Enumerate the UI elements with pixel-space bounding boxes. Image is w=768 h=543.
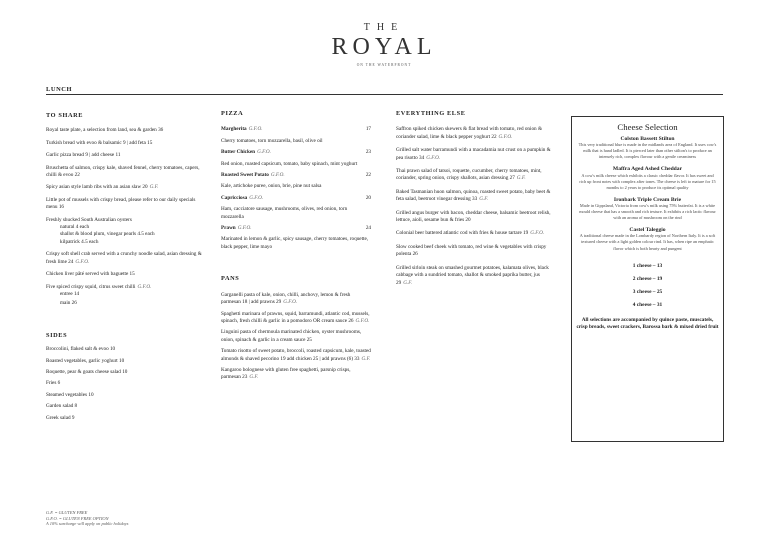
- everything-else-heading: EVERYTHING ELSE: [396, 110, 466, 117]
- cheese-desc: This very traditional blue is made in the midlands area of England. It uses cow's milk that is hand ladled. It is pierced later than other stilton's to produce an intensely rich, complex flavour with a gentle creaminess: [578, 142, 717, 160]
- list-item: Thai prawn salad of tatsoi, roquette, cucumber, cherry tomatoes, mint, coriander, spring onion, crispy shallots, asian dressing 27 G.F.: [396, 168, 542, 182]
- list-item: Freshly shucked South Australian oysters: [46, 216, 132, 223]
- pizza-desc: Kale, artichoke puree, onion, brie, pine nut salsa: [221, 183, 322, 190]
- list-item: Grilled salt water barramundi with a macadamia nut crust on a pumpkin & pea risotto 34 G.F.O.: [396, 147, 551, 161]
- list-item: Turkish bread with evoo & balsamic 9 | add feta 15: [46, 139, 153, 146]
- list-item: Saffron spiked chicken skewers & flat bread with tomato, red onion & coriander salad, lime & black pepper yoghurt 22 G.F.O.: [396, 126, 542, 140]
- pizza-item: Butter Chicken G.F.O. 23: [221, 149, 371, 156]
- cheese-name: Castel Taleggio: [629, 227, 666, 234]
- pans-heading: PANS: [221, 275, 240, 283]
- cheese-price: 4 cheese – 31: [632, 301, 663, 308]
- list-item: Grilled sirloin steak on smashed gourmet potatoes, kalamata olives, black cabbage with a sundried tomato, shallot & smoked paprika butter, jus 29 G.F.: [396, 264, 549, 286]
- everything-else-column: [396, 110, 554, 287]
- pizza-column: [221, 110, 371, 382]
- list-item: Colonial beer battered atlantic cod with fries & house tartare 19 G.F.O.: [396, 230, 545, 237]
- cheese-name: Ironbark Triple Cream Brie: [613, 196, 682, 203]
- cheese-name: Maffra Aged Ashed Cheddar: [612, 166, 683, 173]
- list-item: Royal taste plate, a selection from land, sea & garden 36: [46, 127, 164, 134]
- pizza-item: Prawn G.F.O. 24: [221, 225, 371, 232]
- list-item: Spaghetti marinara of prawns, squid, barramundi, atlantic cod, mussels, spinach, fresh chilli & garlic in a pomodoro OR cream sauce 26 G.F.O.: [221, 310, 370, 324]
- list-item: Steamed vegetables 10: [46, 391, 94, 398]
- list-item: Kangaroo bolognese with gluten free spaghetti, parsnip crisps, parmesan 23 G.F.: [221, 366, 351, 381]
- oyster-option: natural 4 each: [60, 224, 90, 231]
- gf-tag: G.F.O.: [137, 283, 152, 290]
- cheese-price: 2 cheese – 19: [632, 275, 663, 282]
- gf-tag: G.F.: [149, 184, 159, 191]
- list-item: Little pot of mussels with crispy bread, please refer to our daily specials menu 16: [46, 196, 196, 211]
- cheese-desc: Made in Gippsland, Victoria from cow's milk using 75% butterfat. It is a white mould cheese that has a smooth and rich texture. It exhibits a rich lactic flavour with an aroma of mushroom on the rind: [579, 202, 716, 221]
- list-item: Garlic pizza bread 9 | add cheese 11: [46, 152, 121, 159]
- list-item: Chicken liver pâté served with baguette 15: [46, 271, 135, 278]
- pizza-desc: Cherry tomatoes, torn mozzarella, basil, olive oil: [221, 137, 323, 144]
- oyster-option: shallot & blood plum, vinegar pearls 4.5 each: [60, 231, 155, 238]
- list-item: Roquette, pear & goats cheese salad 10: [46, 368, 128, 375]
- list-item: Tomato risotto of sweet potato, broccoli, roasted capsicum, kale, toasted almonds & shaved pecorino 19 add chicken 25 | add prawns (6) 33 G.F.: [221, 348, 371, 362]
- pizza-price: 17: [365, 126, 371, 133]
- pizza-item: Capricciosa G.F.O. 20: [221, 194, 371, 201]
- to-share-column: [46, 112, 206, 422]
- cheese-selection-box: [571, 116, 724, 442]
- footer-line: A 10% surcharge will apply on public holidays: [46, 521, 129, 527]
- list-item: Five spiced crispy squid, citrus sweet chilli G.F.O.: [46, 283, 152, 290]
- restaurant-logo: [0, 22, 768, 67]
- list-item: Crispy soft shell crab served with a crunchy noodle salad, asian dressing & fresh lime 24 G.F.O.: [46, 251, 202, 265]
- pizza-desc: Red onion, roasted capsicum, tomato, baby spinach, mint yoghurt: [221, 160, 358, 167]
- footer-notes: [46, 510, 128, 527]
- list-item: Grilled angus burger with bacon, cheddar cheese, balsamic beetroot relish, lettuce, aioli, sesame bun & fries 20: [396, 209, 551, 224]
- logo-the: THE: [363, 22, 405, 33]
- pizza-price: 20: [365, 194, 371, 201]
- footer-line: G.F.O. = GLUTEN FREE OPTION: [46, 515, 109, 521]
- list-item: Broccolini, flaked salt & evoo 10: [46, 346, 116, 353]
- header-divider: [46, 94, 723, 95]
- footer-line: G.F. = GLUTEN FREE: [46, 510, 88, 515]
- pizza-price: 24: [365, 225, 371, 232]
- list-item: Roasted vegetables, garlic yoghurt 10: [46, 357, 125, 364]
- list-item: Bruschetta of salmon, crispy kale, shaved fennel, cherry tomatoes, capers, chilli & evoo 22: [46, 164, 200, 179]
- list-item: Greek salad 9: [46, 414, 75, 421]
- pizza-price: 22: [365, 172, 371, 179]
- pizza-heading: PIZZA: [221, 110, 244, 117]
- sides-heading: SIDES: [46, 331, 68, 339]
- list-item: Spicy asian style lamb ribs with an asian slaw 20 G.F.: [46, 184, 159, 191]
- list-item: Garden salad 8: [46, 403, 78, 410]
- list-item: Fries 6: [46, 380, 61, 387]
- menu-title: LUNCH: [46, 86, 73, 93]
- oyster-option: kilpatrick 4.5 each: [60, 238, 99, 245]
- size-option: entree 14: [60, 290, 80, 297]
- cheese-name: Colston Bassett Stilton: [620, 136, 675, 143]
- pizza-desc: Ham, cacciatore sausage, mushrooms, olives, red onion, torn mozzarella: [221, 206, 348, 220]
- cheese-price: 3 cheese – 25: [632, 288, 663, 295]
- cheese-title: Cheese Selection: [617, 122, 678, 132]
- pizza-desc: Marinated in lemon & garlic, spicy sausage, cherry tomatoes, roquette, black pepper, lime mayo: [221, 236, 369, 250]
- list-item: Baked Tasmanian huon salmon, quinoa, roasted sweet potato, baby beet & feta salad, beetroot vinegar dressing 33 G.F.: [396, 188, 551, 203]
- pizza-price: 23: [365, 149, 371, 156]
- cheese-price: 1 cheese – 13: [632, 262, 663, 269]
- cheese-accompaniments-note: All selections are accompanied by quince paste, muscatels, crisp breads, sweet crackers, Barossa bark & mixed dried fruit: [576, 316, 719, 331]
- list-item: Linguini pasta of chermoula marinated chicken, oyster mushrooms, onion, spinach & garlic in a cream sauce 25: [221, 329, 362, 343]
- cheese-desc: A cow's milk cheese which exhibits a classic cheddar flavor. It has sweet and rich up front notes with complex after tones. The cheese is left to mature for 15 months to 2 years to produce its optimal quality: [579, 172, 716, 190]
- list-item: Garganelli pasta of kale, onion, chilli, anchovy, lemon & fresh parmesan 18 | add prawns 29 G.F.O.: [221, 291, 351, 306]
- pizza-item: Roasted Sweet Potato G.F.O. 22: [221, 172, 371, 179]
- cheese-desc: A traditional cheese made in the Lombardy region of Northern Italy. It is a soft textured cheese with a light golden colour rind. It has, when ripe an emphatic flavor which is both hearty and pungent: [579, 233, 716, 251]
- pizza-item: Margherita G.F.O. 17: [221, 126, 371, 133]
- size-option: main 26: [60, 300, 77, 307]
- gf-tag: G.F.O.: [75, 258, 90, 265]
- logo-royal: ROYAL: [331, 34, 437, 60]
- list-item: Slow cooked beef cheek with tomato, red wine & vegetables with crispy polenta 26: [396, 243, 547, 258]
- logo-subtitle: ON THE WATERFRONT: [356, 63, 412, 67]
- to-share-heading: TO SHARE: [46, 112, 84, 119]
